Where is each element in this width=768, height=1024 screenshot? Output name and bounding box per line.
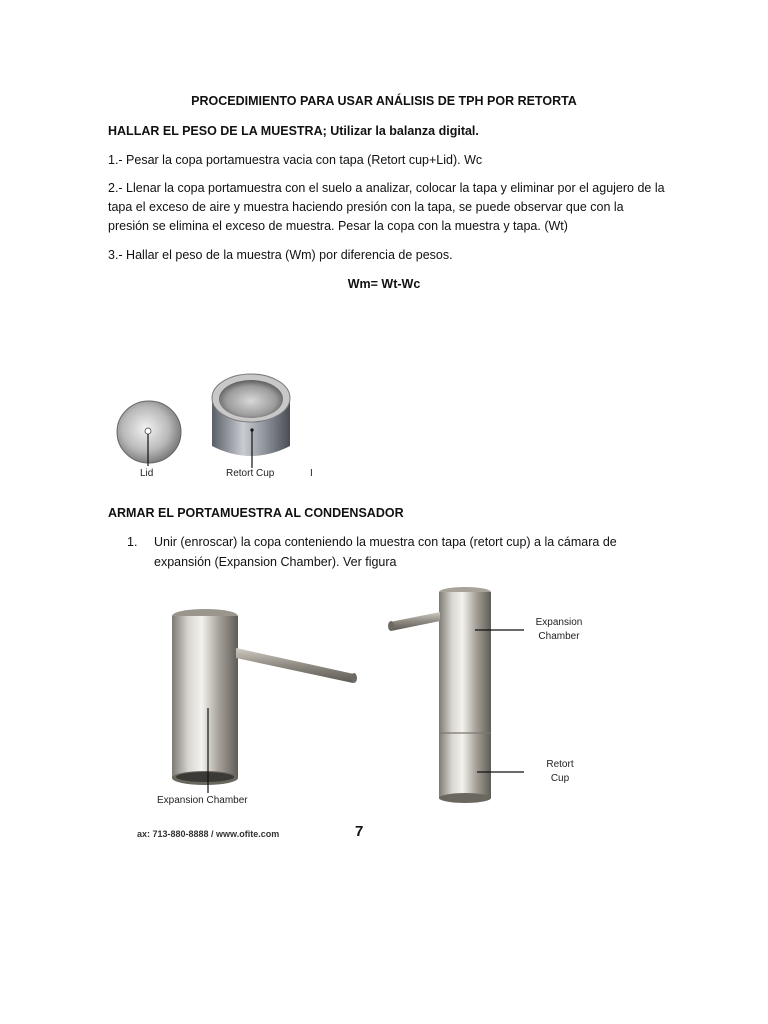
- assembly-step-number: 1.: [127, 535, 138, 549]
- document-title: PROCEDIMIENTO PARA USAR ANÁLISIS DE TPH POR RETORTA: [191, 94, 577, 108]
- right-expansion-label-line1: Expansion: [535, 617, 583, 628]
- lid-label: Lid: [140, 468, 154, 479]
- retort-cup-label: Retort Cup: [226, 468, 275, 479]
- step-3: 3.- Hallar el peso de la muestra (Wm) por diferencia de pesos.: [108, 248, 453, 262]
- right-expansion-chamber-label: [524, 616, 594, 644]
- right-retort-label-line1: Retort: [546, 759, 574, 770]
- figure-page-number: 7: [355, 823, 364, 840]
- left-cylinder: [172, 616, 238, 778]
- section-heading-weight: HALLAR EL PESO DE LA MUESTRA; Utilizar la balanza digital.: [108, 124, 479, 138]
- right-retort-cup-label: [530, 758, 590, 786]
- step-1: 1.- Pesar la copa portamuestra vacia con tapa (Retort cup+Lid). Wc: [108, 153, 483, 167]
- assembly-step-1: [127, 532, 657, 572]
- cup-inside: [219, 380, 283, 418]
- weight-formula: Wm= Wt-Wc: [347, 277, 421, 291]
- right-cylinder: [439, 592, 491, 798]
- lid-hole: [145, 428, 151, 434]
- step-2: 2.- Llenar la copa portamuestra con el suelo a analizar, colocar la tapa y eliminar por el agujero de la tapa el exceso de aire y muestra haciendo presión con la tapa, se puede observar que con la presión se elimina el exceso de muestra. Pesar la copa con la muestra y tapa. (Wt): [108, 181, 665, 233]
- section-heading-assembly: ARMAR EL PORTAMUESTRA AL CONDENSADOR: [108, 506, 404, 520]
- right-retort-label-line2: Cup: [550, 773, 570, 784]
- lid-and-cup-figure: [112, 368, 327, 488]
- figure-mark: I: [310, 468, 313, 479]
- figure-footer: ax: 713-880-8888 / www.ofite.com: [137, 829, 280, 839]
- assembly-figure: [137, 588, 620, 843]
- right-expansion-label-line2: Chamber: [538, 631, 580, 642]
- assembly-step-text: Unir (enroscar) la copa conteniendo la muestra con tapa (retort cup) a la cámara de expansión (Expansion Chamber). Ver figura: [154, 535, 617, 569]
- left-expansion-chamber-label: Expansion Chamber: [157, 795, 248, 806]
